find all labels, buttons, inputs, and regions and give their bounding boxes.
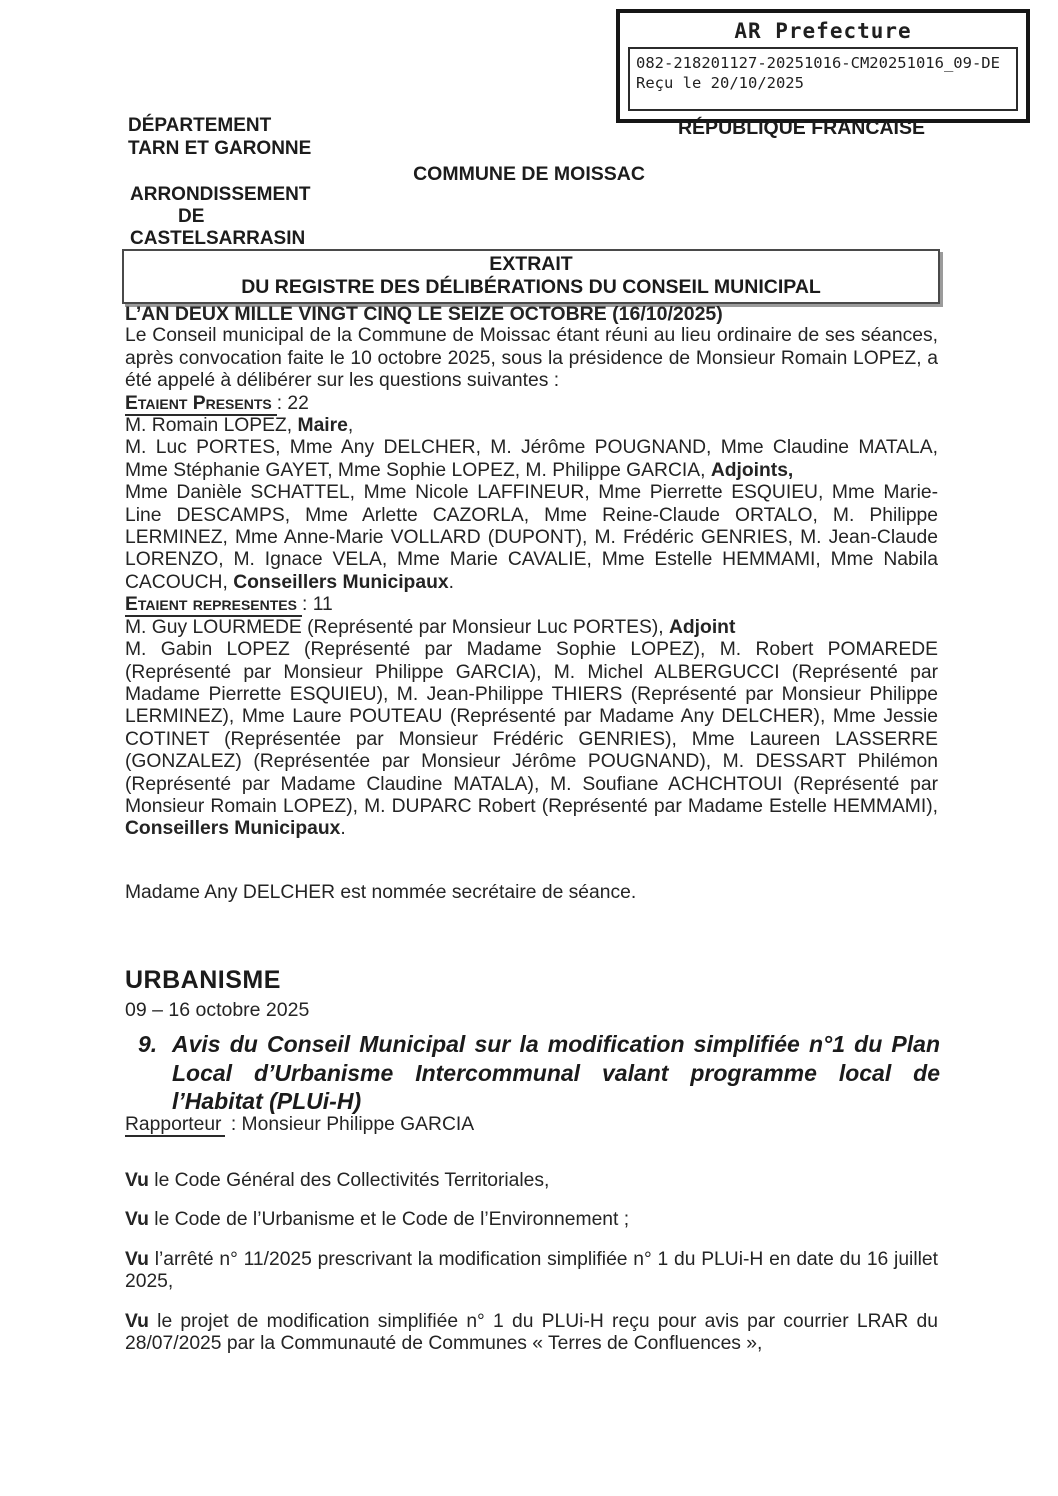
stamp-received-date: Reçu le 20/10/2025 bbox=[636, 74, 804, 92]
presents-conseillers-paragraph: Mme Danièle SCHATTEL, Mme Nicole LAFFINEUR, Mme Pierrette ESQUIEU, Mme Marie-Line DESCAMPS, Mme Arlette CAZORLA, Mme Reine-Claude ORTALO, M. Philippe LERMINEZ, Mme Anne-Marie VOLLARD (DUPONT), M. Frédéric GENRIES, M. Jean-Claude LORENZO, M. Ignace VELA, Mme Marie CAVALIE, Mme Estelle HEMMAMI, Mme Nabila CACOUCH, Conseillers Municipaux. bbox=[125, 482, 938, 593]
session-date-line: L’AN DEUX MILLE VINGT CINQ LE SEIZE OCTOBRE (16/10/2025) bbox=[125, 303, 723, 325]
arrondissement-block bbox=[130, 184, 311, 250]
mayor-line: M. Romain LOPEZ, Maire, bbox=[125, 415, 354, 437]
represente-adjoint-line: M. Guy LOURMEDE (Représenté par Monsieur Luc PORTES), Adjoint bbox=[125, 616, 736, 638]
agenda-item-9 bbox=[138, 1030, 940, 1116]
rapporteur-line bbox=[125, 1114, 474, 1136]
vu-paragraph-1: Vu le Code Général des Collectivités Territoriales, bbox=[125, 1170, 550, 1191]
rapporteur-value: : Monsieur Philippe GARCIA bbox=[225, 1114, 475, 1135]
presents-label: Etaient Presents bbox=[125, 393, 277, 416]
vu-paragraph-3: Vu l’arrêté n° 11/2025 prescrivant la modification simplifiée n° 1 du PLUi-H en date du 16 juillet 2025, bbox=[125, 1248, 938, 1293]
extrait-title-box bbox=[122, 249, 940, 304]
secretary-line: Madame Any DELCHER est nommée secrétaire de séance. bbox=[125, 882, 637, 903]
presents-heading bbox=[125, 393, 938, 415]
department-line1: DÉPARTEMENT bbox=[128, 115, 272, 136]
extrait-title-line1: EXTRAIT bbox=[489, 253, 573, 275]
stamp-reference: 082-218201127-20251016-CM20251016_09-DE bbox=[636, 54, 1000, 72]
session-body bbox=[125, 303, 938, 841]
representes-heading bbox=[125, 594, 938, 616]
representes-conseillers-paragraph: M. Gabin LOPEZ (Représenté par Madame Sophie LOPEZ), M. Robert POMAREDE (Représenté par Monsieur Philippe GARCIA), M. Michel ALBERGUCCI (Représenté par Madame Pierrette ESQUIEU), M. Jean-Philippe THIERS (Représenté par Monsieur Philippe LERMINEZ), Mme Laure POUTEAU (Représenté par Madame Any DELCHER), Mme Jessie COTINET (Représentée par Monsieur Frédéric GENRIES), Mme Laureen LASSERRE (GONZALEZ) (Représentée par Monsieur Jérôme POUGNAND), M. DESSART Philémon (Représenté par Madame Claudine MATALA), M. Soufiane ACHCHTOUI (Représenté par Monsieur Romain LOPEZ), M. DUPARC Robert (Représenté par Madame Estelle HEMMAMI), Conseillers Municipaux. bbox=[125, 639, 938, 840]
rapporteur-label: Rapporteur bbox=[125, 1114, 225, 1137]
representes-count: : 11 bbox=[301, 594, 333, 616]
department-block bbox=[128, 114, 311, 160]
prefecture-stamp bbox=[616, 9, 1030, 123]
adjoints-line: M. Luc PORTES, Mme Any DELCHER, M. Jérôme POUGNAND, Mme Claudine MATALA, Mme Stéphanie GAYET, Mme Sophie LOPEZ, M. Philippe GARCIA, Adjoints, bbox=[125, 437, 938, 481]
session-intro-paragraph: Le Conseil municipal de la Commune de Moissac étant réuni au lieu ordinaire de ses séances, après convocation faite le 10 octobre 2025, sous la présidence de Monsieur Romain LOPEZ, a été appelé à délibérer sur les questions suivantes : bbox=[125, 325, 938, 392]
stamp-inner-box bbox=[628, 47, 1018, 111]
representes-label: Etaient representes bbox=[125, 594, 302, 617]
presents-count: : 22 bbox=[276, 392, 309, 414]
commune-label: COMMUNE DE MOISSAC bbox=[413, 163, 645, 185]
agenda-item-title: Avis du Conseil Municipal sur la modification simplifiée n°1 du Plan Local d’Urbanisme Intercommunal valant programme local de l’Habitat (PLUi-H) bbox=[172, 1031, 940, 1114]
vu-paragraph-4: Vu le projet de modification simplifiée n° 1 du PLUi-H reçu pour avis par courrier LRAR du 28/07/2025 par la Communauté de Communes « Terres de Confluences », bbox=[125, 1310, 938, 1355]
arrondissement-line3: CASTELSARRASIN bbox=[130, 228, 306, 249]
republique-francaise-label: RÉPUBLIQUE FRANCAISE bbox=[677, 117, 925, 139]
vu-paragraphs bbox=[125, 1170, 938, 1372]
section-title: URBANISME bbox=[125, 966, 281, 994]
extrait-title-line2: DU REGISTRE DES DÉLIBÉRATIONS DU CONSEIL MUNICIPAL bbox=[241, 276, 821, 298]
vu-paragraph-2: Vu le Code de l’Urbanisme et le Code de l’Environnement ; bbox=[125, 1209, 630, 1231]
department-line2: TARN ET GARONNE bbox=[128, 138, 312, 159]
agenda-item-number: 9. bbox=[138, 1031, 158, 1057]
arrondissement-line1: ARRONDISSEMENT bbox=[130, 184, 311, 205]
section-date-range: 09 – 16 octobre 2025 bbox=[125, 999, 310, 1021]
stamp-title: AR Prefecture bbox=[734, 19, 912, 43]
arrondissement-line2: DE bbox=[178, 206, 205, 227]
section-block bbox=[125, 966, 309, 1022]
